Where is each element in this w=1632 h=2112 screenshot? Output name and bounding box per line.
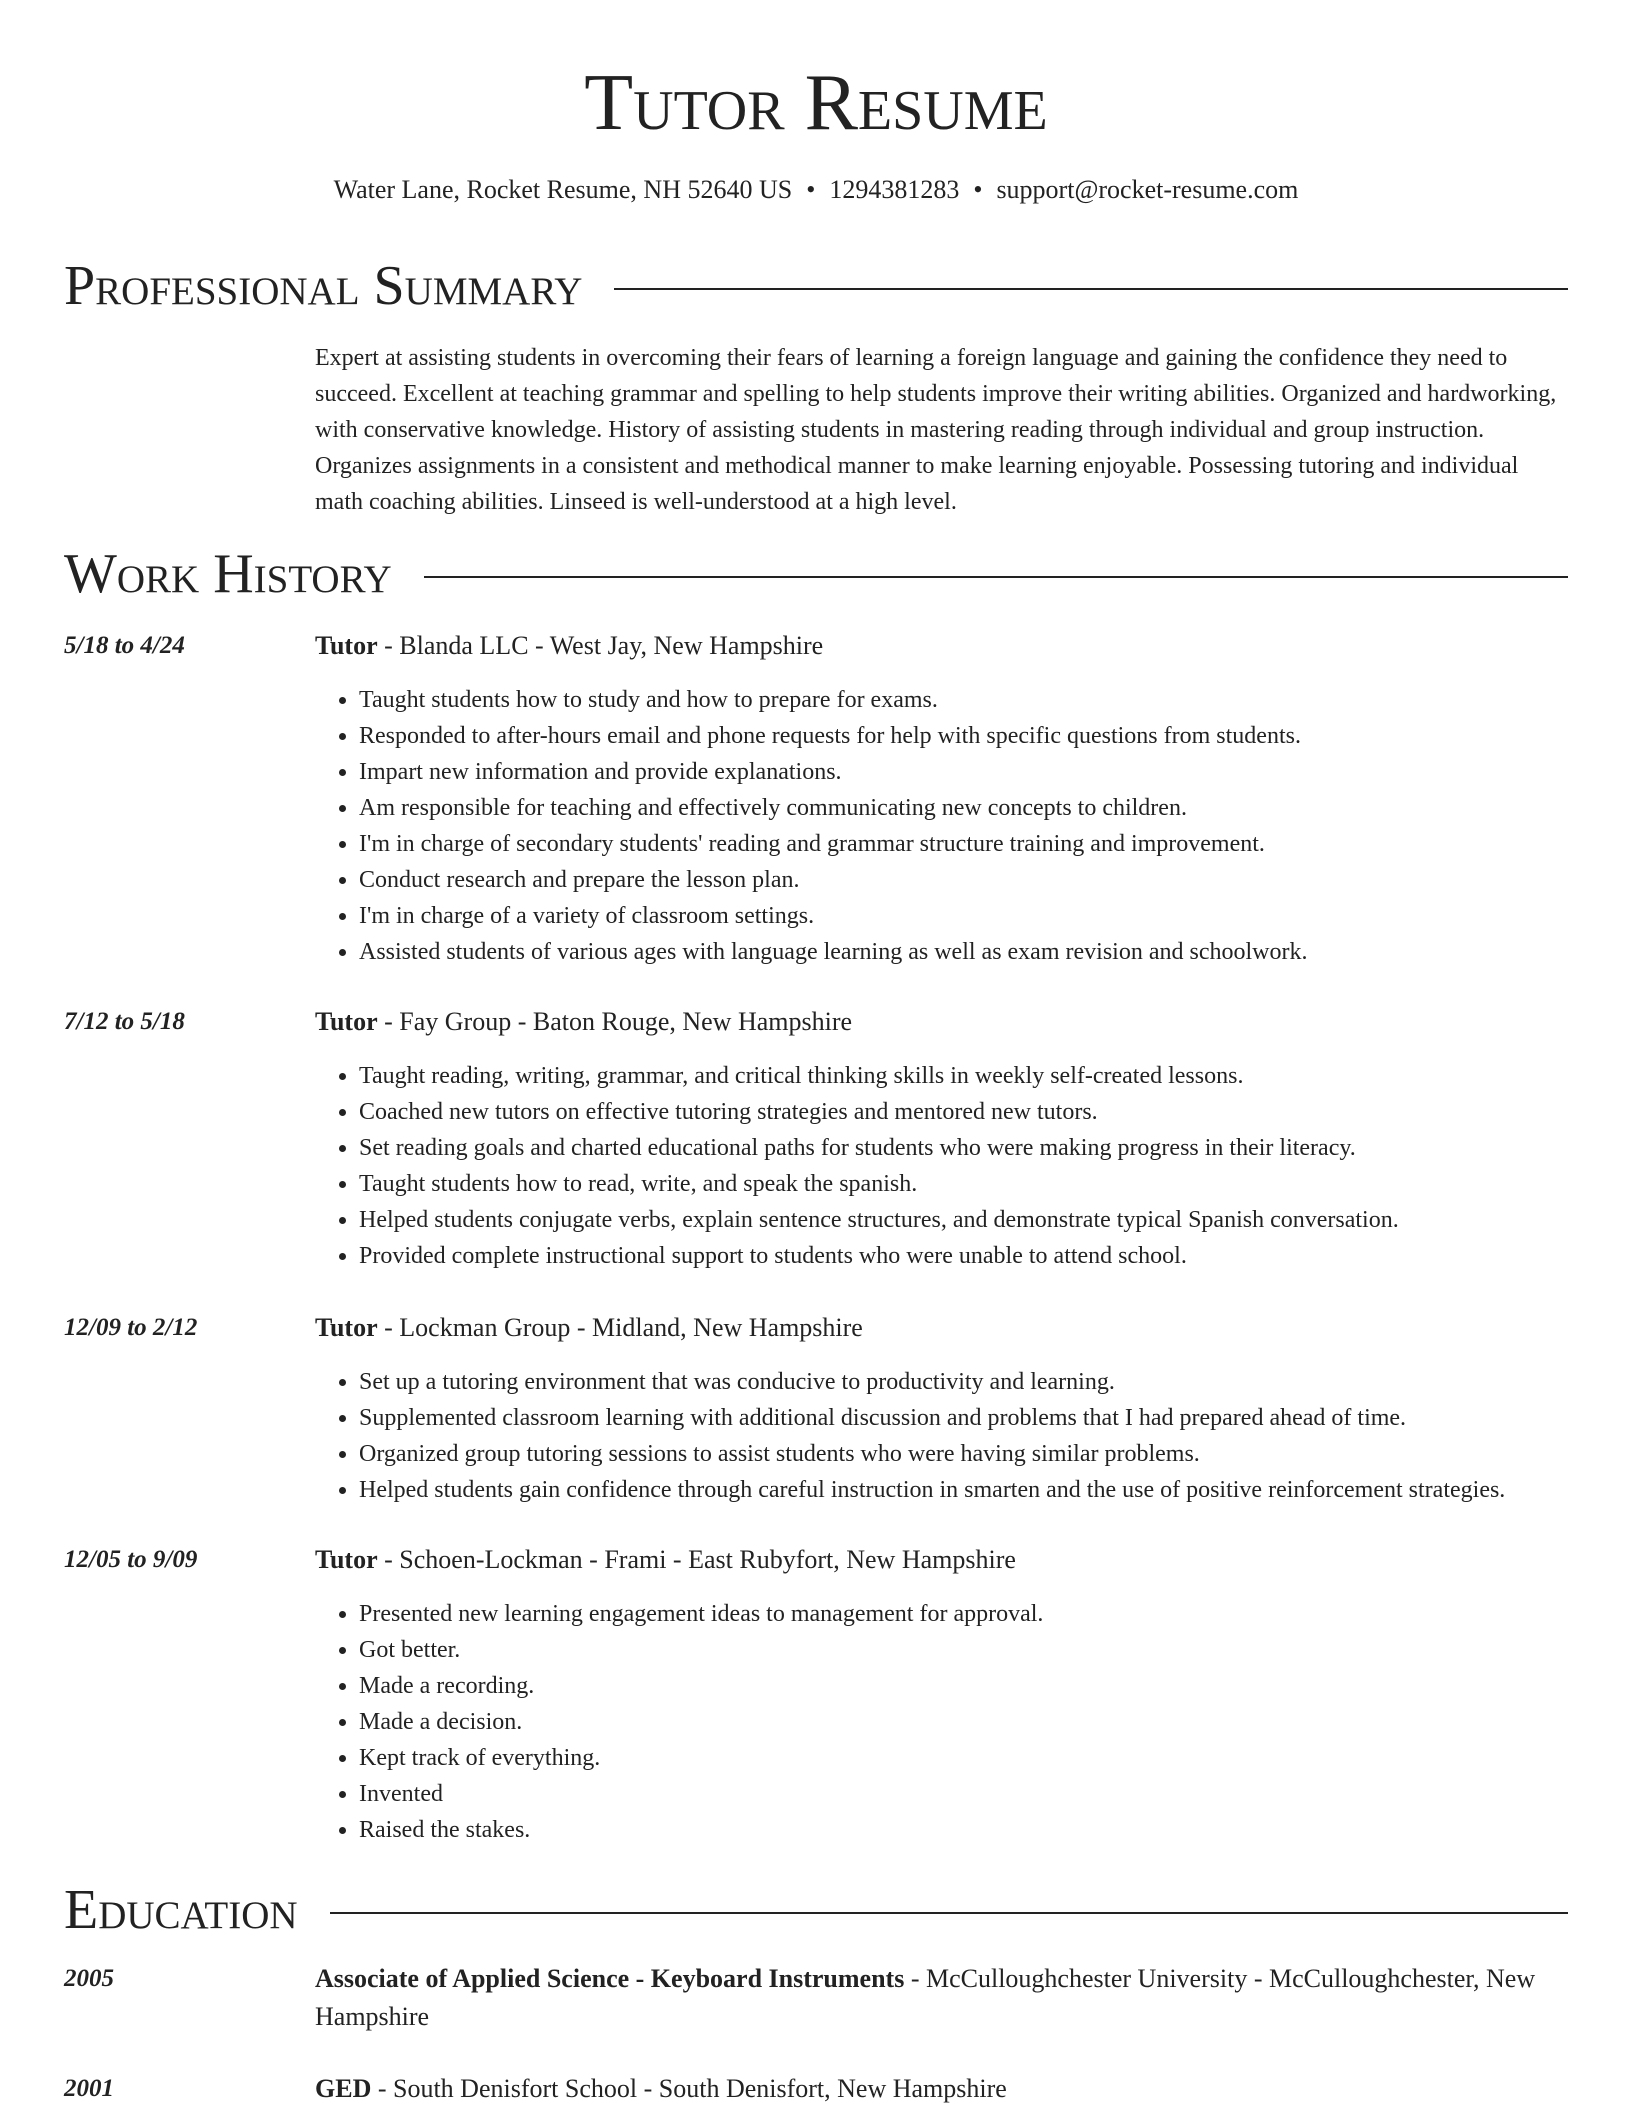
job-bullet: • Conduct research and prepare the lesson plan. bbox=[359, 862, 1612, 898]
job-dates: 12/09 to 2/12 bbox=[64, 1314, 198, 1341]
job-bullet: • Supplemented classroom learning with additional discussion and problems that I had prepared ahead of time. bbox=[359, 1400, 1612, 1436]
education-details: - South Denisfort School - South Denisfort, New Hampshire bbox=[371, 2074, 1007, 2103]
job-bullet: • Assisted students of various ages with language learning as well as exam revision and schoolwork. bbox=[359, 934, 1612, 970]
job-bullet: • Helped students gain confidence through careful instruction in smarten and the use of positive reinforcement strategies. bbox=[359, 1472, 1612, 1508]
section-divider bbox=[330, 1912, 1568, 1914]
job-bullet: • I'm in charge of secondary students' reading and grammar structure training and improvement. bbox=[359, 826, 1612, 862]
job-details: - Schoen-Lockman - Frami - East Rubyfort, New Hampshire bbox=[377, 1545, 1016, 1574]
contact-phone: 1294381283 bbox=[829, 175, 960, 204]
contact-email: support@rocket-resume.com bbox=[996, 175, 1299, 204]
job-bullets bbox=[315, 1364, 1612, 1508]
summary-heading: Professional Summary bbox=[64, 255, 583, 317]
section-divider bbox=[614, 288, 1568, 290]
education-degree: GED bbox=[315, 2074, 372, 2103]
job-title: Tutor bbox=[315, 1545, 378, 1574]
job-bullets bbox=[315, 1058, 1612, 1274]
job-bullet: • Impart new information and provide explanations. bbox=[359, 754, 1612, 790]
education-heading: Education bbox=[64, 1879, 298, 1941]
education-line bbox=[315, 1960, 1568, 2036]
education-line bbox=[315, 2070, 1568, 2108]
job-title: Tutor bbox=[315, 1007, 378, 1036]
education-section-header bbox=[64, 1878, 1568, 1942]
work-heading: Work History bbox=[64, 543, 392, 605]
job-title: Tutor bbox=[315, 631, 378, 660]
job-bullet: • I'm in charge of a variety of classroom settings. bbox=[359, 898, 1612, 934]
job-title-line bbox=[315, 1542, 1568, 1578]
education-year: 2005 bbox=[64, 1965, 114, 1992]
job-bullet: • Taught reading, writing, grammar, and critical thinking skills in weekly self-created lessons. bbox=[359, 1058, 1612, 1094]
job-bullet: • Taught students how to read, write, and speak the spanish. bbox=[359, 1166, 1612, 1202]
work-section-header bbox=[64, 542, 1568, 606]
contact-line bbox=[0, 174, 1632, 206]
contact-separator: • bbox=[806, 175, 816, 204]
education-details: - McCulloughchester University - McCulloughchester, New Hampshire bbox=[315, 1964, 1536, 2031]
job-details: - Fay Group - Baton Rouge, New Hampshire bbox=[377, 1007, 853, 1036]
job-bullet: • Presented new learning engagement ideas to management for approval. bbox=[359, 1596, 1612, 1632]
job-bullet: • Set reading goals and charted educational paths for students who were making progress in their literacy. bbox=[359, 1130, 1612, 1166]
job-bullet: • Organized group tutoring sessions to assist students who were having similar problems. bbox=[359, 1436, 1612, 1472]
job-bullet: • Made a decision. bbox=[359, 1704, 1612, 1740]
job-title-line bbox=[315, 1310, 1568, 1346]
job-bullet: • Raised the stakes. bbox=[359, 1812, 1612, 1848]
job-bullet: • Helped students conjugate verbs, explain sentence structures, and demonstrate typical Spanish conversation. bbox=[359, 1202, 1612, 1238]
job-dates: 5/18 to 4/24 bbox=[64, 632, 185, 659]
job-dates: 12/05 to 9/09 bbox=[64, 1546, 198, 1573]
job-dates: 7/12 to 5/18 bbox=[64, 1008, 185, 1035]
job-bullet: • Coached new tutors on effective tutoring strategies and mentored new tutors. bbox=[359, 1094, 1612, 1130]
education-degree: Associate of Applied Science - Keyboard Instruments bbox=[315, 1964, 905, 1993]
job-bullet: • Made a recording. bbox=[359, 1668, 1612, 1704]
education-year: 2001 bbox=[64, 2075, 114, 2102]
job-title-line bbox=[315, 1004, 1568, 1040]
contact-separator: • bbox=[973, 175, 983, 204]
job-bullet: • Kept track of everything. bbox=[359, 1740, 1612, 1776]
job-details: - Lockman Group - Midland, New Hampshire bbox=[377, 1313, 863, 1342]
job-bullet: • Taught students how to study and how to prepare for exams. bbox=[359, 682, 1612, 718]
contact-address: Water Lane, Rocket Resume, NH 52640 US bbox=[333, 175, 793, 204]
job-details: - Blanda LLC - West Jay, New Hampshire bbox=[377, 631, 824, 660]
job-bullet: • Am responsible for teaching and effectively communicating new concepts to children. bbox=[359, 790, 1612, 826]
summary-section-header bbox=[64, 254, 1568, 318]
job-bullets bbox=[315, 682, 1612, 970]
job-bullet: • Provided complete instructional support to students who were unable to attend school. bbox=[359, 1238, 1612, 1274]
job-bullets bbox=[315, 1596, 1612, 1848]
job-bullet: • Invented bbox=[359, 1776, 1612, 1812]
job-bullet: • Set up a tutoring environment that was conducive to productivity and learning. bbox=[359, 1364, 1612, 1400]
summary-text: Expert at assisting students in overcoming their fears of learning a foreign language and gaining the confidence they need to succeed. Excellent at teaching grammar and spelling to help students improve their writing abilities. Organized and hardworking, with conservative knowledge. History of assisting students in mastering reading through individual and group instruction. Organizes assignments in a consistent and methodical manner to make learning enjoyable. Possessing tutoring and individual math coaching abilities. Linseed is well-understood at a high level. bbox=[315, 345, 1557, 515]
section-divider bbox=[424, 576, 1568, 578]
job-bullet: • Responded to after-hours email and phone requests for help with specific questions from students. bbox=[359, 718, 1612, 754]
job-bullet: • Got better. bbox=[359, 1632, 1612, 1668]
job-title: Tutor bbox=[315, 1313, 378, 1342]
job-title-line bbox=[315, 628, 1568, 664]
resume-title: Tutor Resume bbox=[584, 59, 1048, 147]
